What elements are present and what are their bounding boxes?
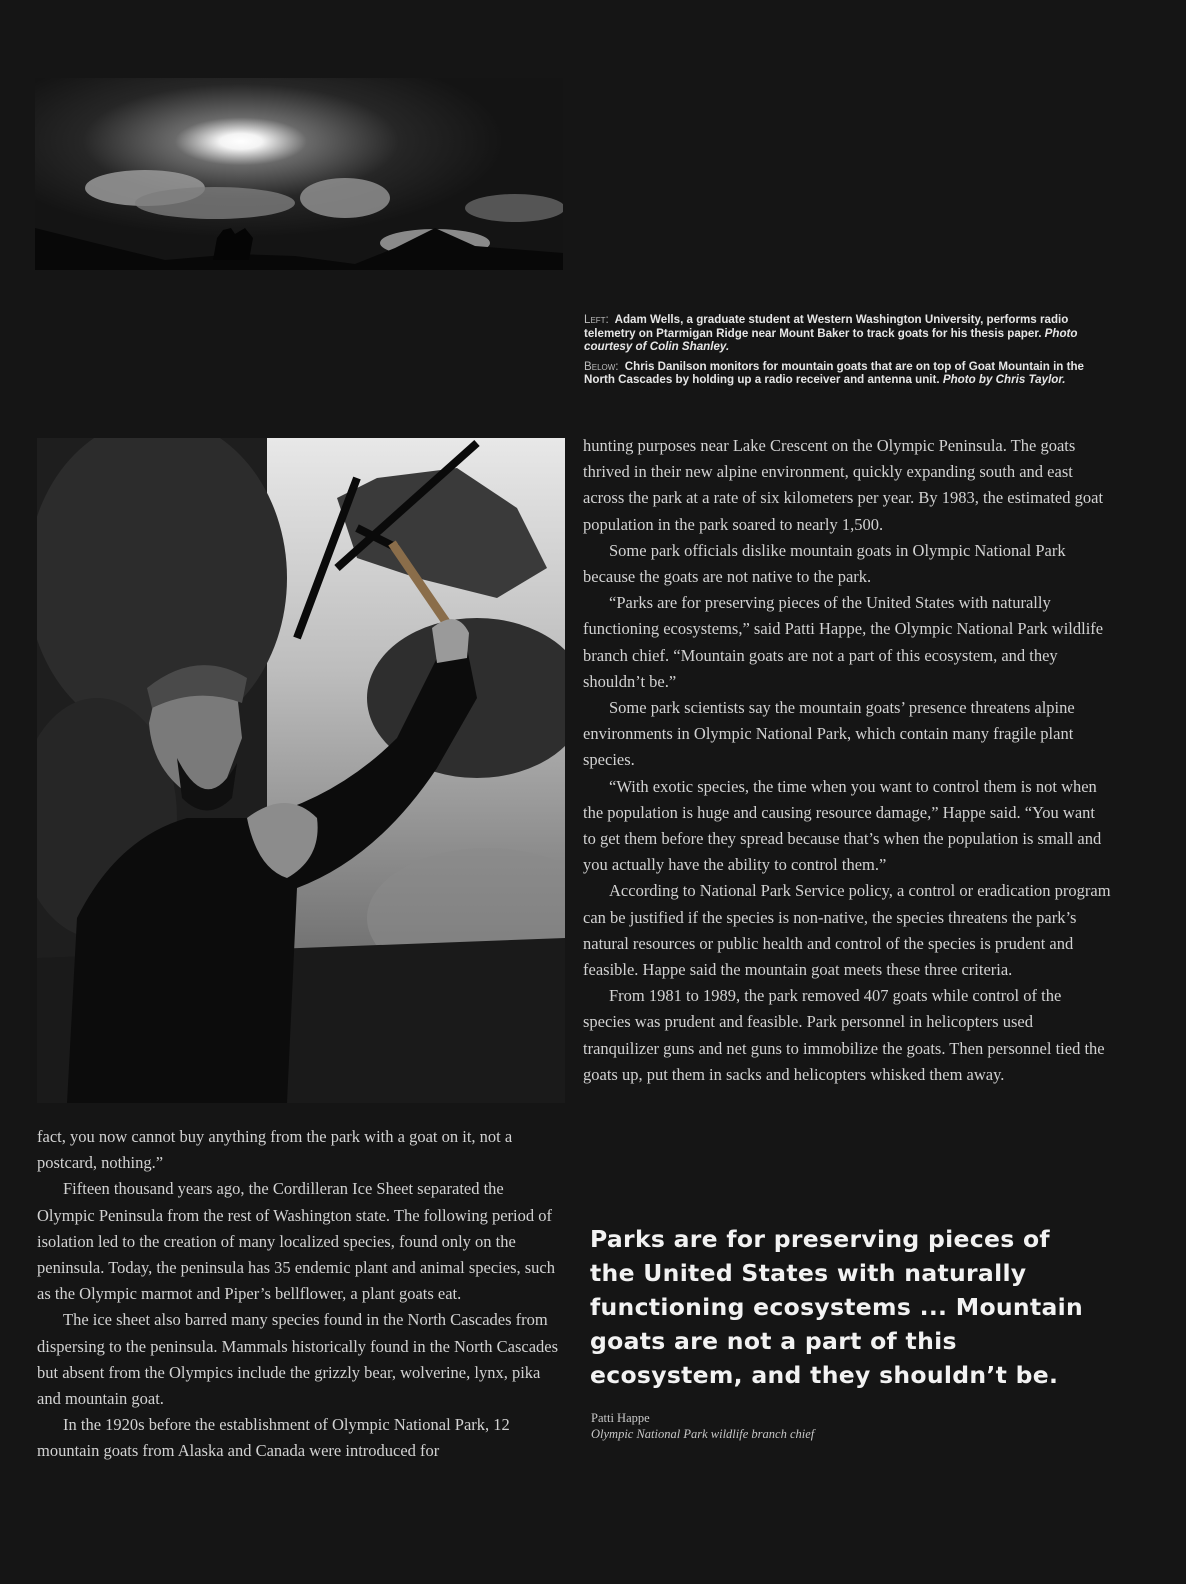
caption-below-label: Below: xyxy=(584,359,619,373)
goat-mountain-telemetry-photo xyxy=(37,438,565,1103)
caption-below-credit: Photo by Chris Taylor. xyxy=(942,373,1066,387)
caption-below xyxy=(584,360,1104,387)
body-paragraph: Some park officials dislike mountain goats in Olympic National Park because the goats are not native to the park. xyxy=(583,540,1066,587)
caption-left xyxy=(584,313,1104,354)
caption-below-text: Chris Danilson monitors for mountain goats that are on top of Goat Mountain in the North Cascades by holding up a radio receiver and antenna unit. xyxy=(584,359,1084,387)
ptarmigan-ridge-photo xyxy=(35,78,563,270)
pull-quote: Parks are for preserving pieces of the United States with naturally functioning ecosystems ... Mountain goats are not a part of this ecosystem, and they shouldn’t be. xyxy=(590,1225,1084,1389)
right-body-column xyxy=(583,433,1111,1088)
body-paragraph: From 1981 to 1989, the park removed 407 goats while control of the species was prudent and feasible. Park personnel in helicopters used tranquilizer guns and net guns to immobilize the goats. Then personnel tied the goats up, put them in sacks and helicopters whisked them away. xyxy=(583,986,1105,1084)
quote-attribution xyxy=(591,1410,991,1442)
body-paragraph: Some park scientists say the mountain goats’ presence threatens alpine environments in Olympic National Park, which contain many fragile plant species. xyxy=(583,698,1075,770)
attribution-role: Olympic National Park wildlife branch chief xyxy=(591,1427,815,1441)
body-paragraph: Fifteen thousand years ago, the Cordilleran Ice Sheet separated the Olympic Peninsula from the rest of Washington state. The following period of isolation led to the creation of many localized species, found only on the peninsula. Today, the peninsula has 35 endemic plant and animal species, such as the Olympic marmot and Piper’s bellflower, a plant goats eat. xyxy=(37,1179,556,1304)
body-paragraph: “With exotic species, the time when you want to control them is not when the population is huge and causing resource damage,” Happe said. “You want to get them before they spread because that’s when the population is small and you actually have the ability to control them.” xyxy=(583,776,1102,875)
body-paragraph: hunting purposes near Lake Crescent on the Olympic Peninsula. The goats thrived in their new alpine environment, quickly expanding south and east across the park at a rate of six kilometers per year. By 1983, the estimated goat population in the park soared to nearly 1,500. xyxy=(583,436,1104,534)
body-paragraph: According to National Park Service policy, a control or eradication program can be justified if the species is non-native, the species threatens the park’s natural resources or public health and control of the species is prudent and feasible. Happe said the mountain goat meets these three criteria. xyxy=(583,881,1111,980)
attribution-name: Patti Happe xyxy=(591,1411,650,1425)
caption-left-label: Left: xyxy=(584,313,609,326)
left-body-column xyxy=(37,1124,565,1465)
caption-left-text: Adam Wells, a graduate student at Western Washington University, performs radio telemetry on Ptarmigan Ridge near Mount Baker to track goats for his thesis paper. xyxy=(584,313,1069,340)
body-paragraph: “Parks are for preserving pieces of the United States with naturally functioning ecosystems,” said Patti Happe, the Olympic National Park wildlife branch chief. “Mountain goats are not a part of this ecosystem, and they shouldn’t be.” xyxy=(583,593,1104,691)
body-paragraph: The ice sheet also barred many species found in the North Cascades from dispersing to the peninsula. Mammals historically found in the North Cascades but absent from the Olympics include the grizzly bear, wolverine, lynx, pika and mountain goat. xyxy=(37,1310,559,1409)
photo-captions xyxy=(584,313,1104,393)
body-paragraph: fact, you now cannot buy anything from the park with a goat on it, not a postcard, nothing.” xyxy=(37,1127,513,1173)
caption-left-credit: Photo courtesy of Colin Shanley. xyxy=(584,326,1078,354)
body-paragraph: In the 1920s before the establishment of Olympic National Park, 12 mountain goats from Alaska and Canada were introduced for xyxy=(37,1415,510,1461)
